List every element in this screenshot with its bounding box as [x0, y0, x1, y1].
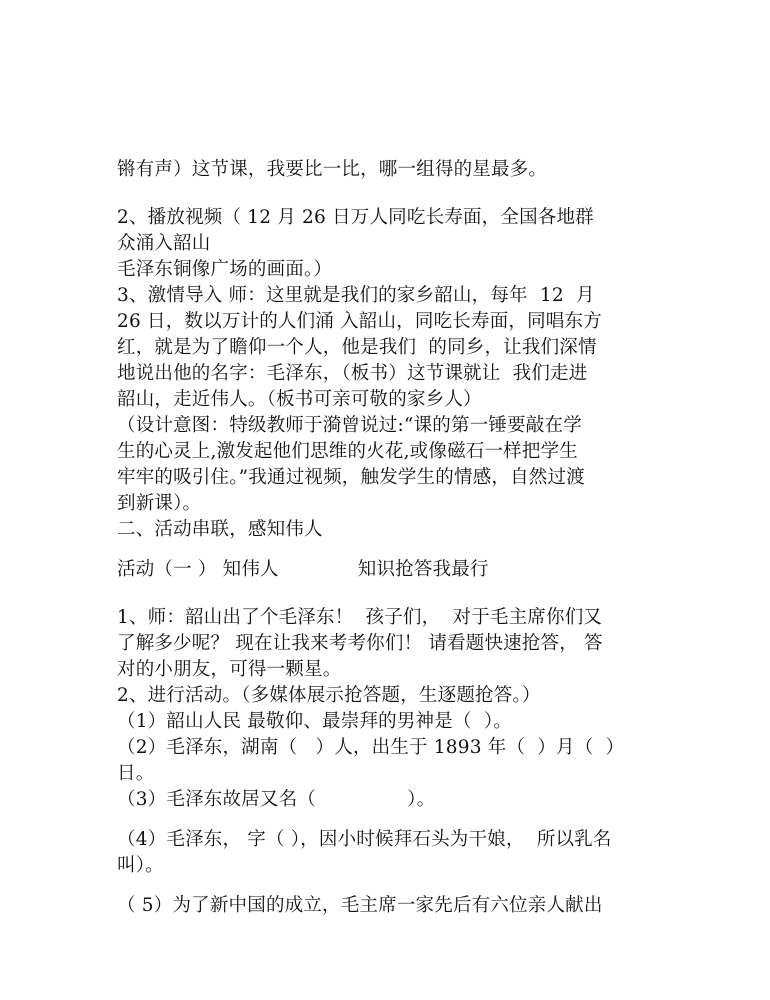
quiz-question: （ 5）为了新中国的成立，毛主席一家先后有六位亲人献出 — [117, 895, 603, 916]
quiz-question: 日。 — [117, 763, 155, 784]
text-line: 众涌入韶山 — [117, 233, 211, 254]
quiz-question: （3）毛泽东故居又名（ ）。 — [117, 789, 436, 810]
text-line: 2、进行活动。（多媒体展示抢答题，生逐题抢答。） — [117, 685, 541, 706]
text-line: 2、播放视频（ 12 月 26 日万人同吃长寿面，全国各地群 — [117, 207, 594, 228]
text-line: 地说出他的名字：毛泽东，（板书）这节课就让 我们走进 — [117, 363, 588, 384]
text-line: 生的心灵上,激发起他们思维的火花,或像磁石一样把学生 — [117, 441, 578, 462]
text-line: 到新课）。 — [117, 493, 202, 514]
text-line: 3、激情导入 师：这里就是我们的家乡韶山，每年 12 月 — [117, 285, 595, 306]
text-line: 1、师：韶山出了个毛泽东！ 孩子们， 对于毛主席你们又 — [117, 607, 603, 628]
quiz-question: （4）毛泽东， 字（ ），因小时候拜石头为干娘， 所以乳名 — [117, 829, 612, 850]
text-line: 牢牢的吸引住。”我通过视频，触发学生的情感，自然过渡 — [117, 467, 585, 488]
text-line: 毛泽东铜像广场的画面。） — [117, 259, 333, 280]
text-line: 26 日，数以万计的人们涌 入韶山，同吃长寿面，同唱东方 — [117, 311, 602, 332]
section-heading: 二、活动串联，感知伟人 — [117, 519, 323, 540]
text-line: 锵有声）这节课，我要比一比，哪一组得的星最多。 — [117, 159, 548, 180]
quiz-question: （2）毛泽东，湖南（ ）人，出生于 1893 年（ ）月（ ） — [117, 737, 625, 758]
quiz-question: （1）韶山人民 最敬仰、最崇拜的男神是（ ）。 — [117, 711, 512, 732]
activity-heading: 活动（一 ） 知伟人 知识抢答我最行 — [117, 559, 489, 580]
text-line: 对的小朋友，可得一颗星。 — [117, 659, 342, 680]
text-line: （设计意图：特级教师于漪曾说过:“课的第一锤要敲在学 — [117, 415, 582, 436]
quiz-question: 叫）。 — [117, 855, 164, 876]
text-line: 红，就是为了瞻仰一个人，他是我们 的同乡，让我们深情 — [117, 337, 597, 358]
text-line: 了解多少呢？ 现在让我来考考你们！ 请看题快速抢答， 答 — [117, 633, 603, 654]
text-line: 韶山，走近伟人。（板书可亲可敬的家乡人） — [117, 389, 482, 410]
